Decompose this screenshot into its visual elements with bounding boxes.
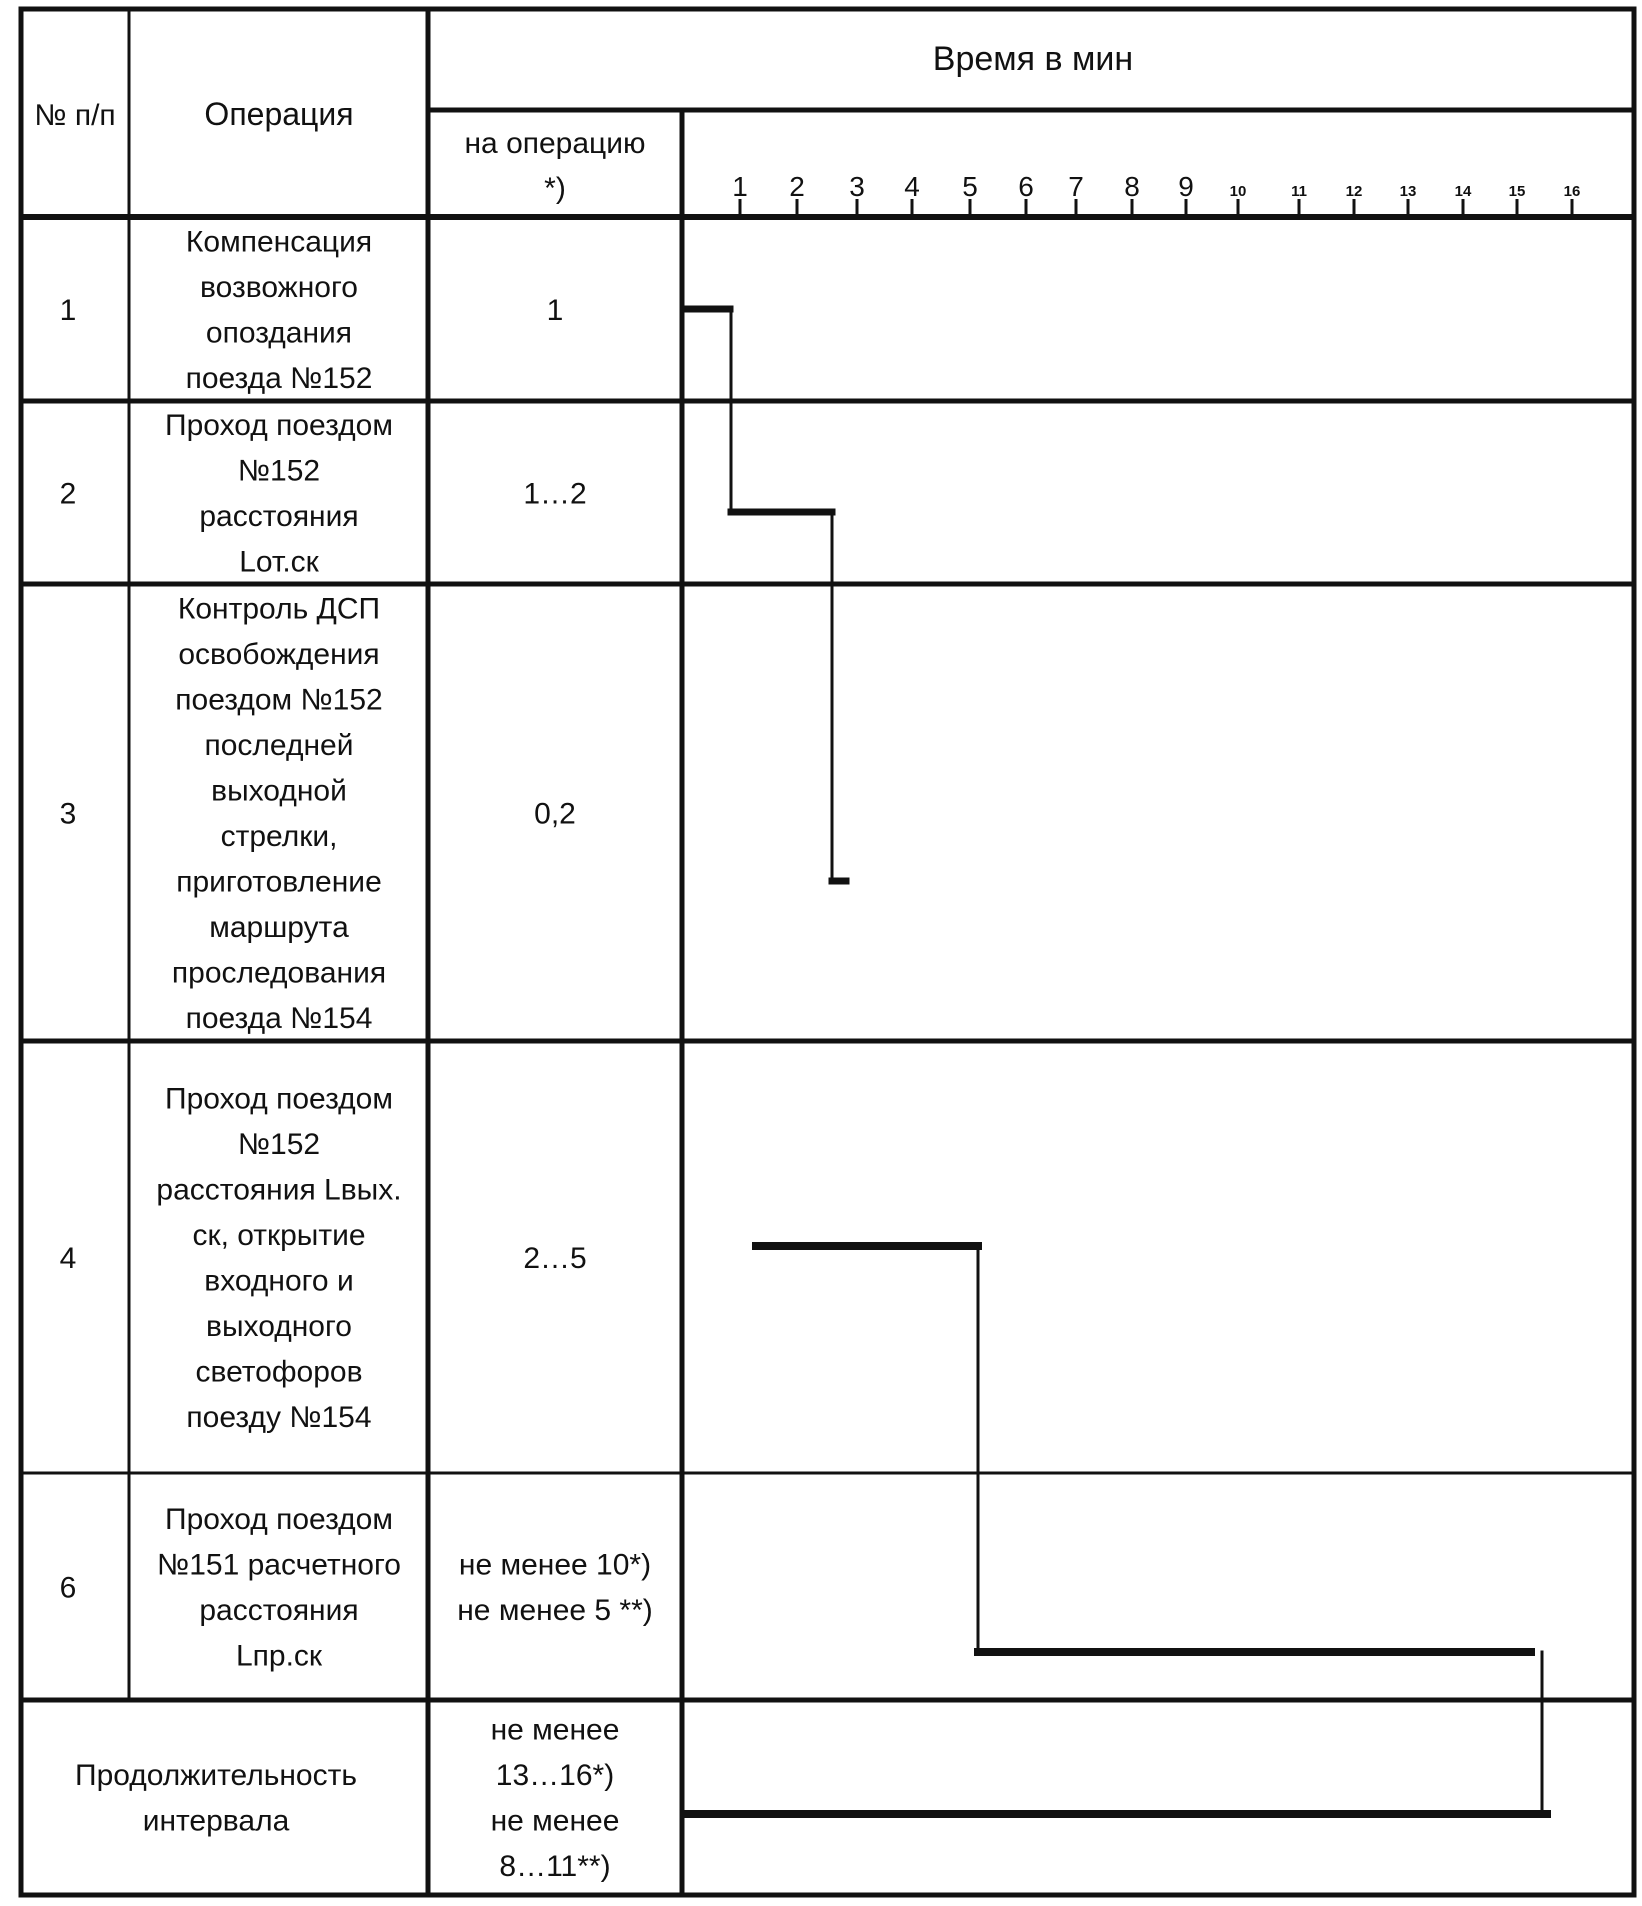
axis-tick-label: 11 (1291, 183, 1307, 200)
axis-tick-label: 2 (789, 171, 805, 202)
operation-text: Проход поездом (165, 1503, 393, 1537)
operation-text: Проход поездом (165, 409, 393, 443)
operation-text: поезду №154 (186, 1401, 372, 1435)
row-number: 4 (59, 1242, 77, 1275)
total-time: 8…11**) (499, 1850, 611, 1884)
total-time: не менее (490, 1713, 620, 1747)
operation-time: 2…5 (523, 1241, 587, 1275)
operation-text: возвожного (200, 271, 358, 305)
axis-tick-label: 8 (1124, 171, 1140, 202)
operation-time: 0,2 (534, 797, 576, 831)
operation-text: №151 расчетного (157, 1548, 401, 1582)
operation-text: ск, открытие (192, 1219, 366, 1253)
header-per-op-line2: *) (544, 172, 566, 205)
operation-text: расстояния Lвых. (156, 1173, 402, 1207)
axis-tick-label: 5 (962, 171, 978, 202)
operation-text: Lпр.ск (235, 1639, 323, 1673)
operation-time: 1 (546, 293, 564, 327)
operation-text: поезда №154 (185, 1002, 373, 1036)
axis-tick-label: 4 (904, 171, 920, 202)
operation-text: опоздания (205, 316, 353, 350)
axis-tick-label: 14 (1454, 183, 1472, 200)
axis-tick-label: 16 (1563, 183, 1581, 200)
axis-tick-label: 7 (1068, 171, 1084, 202)
operation-text: освобождения (178, 638, 380, 672)
operation-text: Контроль ДСП (177, 592, 381, 626)
operation-text: выходной (211, 774, 347, 808)
schedule-lines (684, 309, 1547, 1814)
total-time: не менее (490, 1804, 620, 1838)
total-label: Продолжительность (75, 1759, 357, 1793)
time-axis (732, 171, 1580, 214)
row-number: 3 (59, 797, 77, 831)
axis-tick-label: 10 (1229, 183, 1247, 200)
total-label: интервала (142, 1804, 290, 1838)
operation-text: стрелки, (220, 820, 338, 854)
operation-text: проследования (171, 956, 387, 990)
axis-tick-label: 9 (1178, 171, 1194, 202)
axis-tick-label: 6 (1018, 171, 1034, 202)
operation-text: №152 (237, 454, 321, 488)
operation-text: последней (204, 729, 354, 763)
table-rows (60, 226, 653, 1884)
header-num: № п/п (34, 99, 116, 132)
row-number: 1 (59, 294, 77, 327)
operation-time: не менее 5 **) (457, 1594, 653, 1628)
operation-text: выходного (206, 1310, 352, 1344)
operation-text: Проход поездом (165, 1082, 393, 1116)
axis-tick-label: 15 (1508, 183, 1526, 200)
header-per-op-line1: на операцию (464, 127, 646, 160)
operation-text: Lот.ск (239, 545, 319, 579)
operation-text: светофоров (195, 1355, 363, 1389)
operation-time: 1…2 (523, 477, 587, 511)
axis-tick-label: 1 (732, 171, 748, 202)
operation-text: расстояния (199, 500, 359, 534)
operation-time: не менее 10*) (458, 1548, 652, 1582)
row-number: 6 (59, 1571, 77, 1605)
header-operation: Операция (204, 96, 354, 132)
operation-text: №152 (237, 1128, 321, 1162)
axis-tick-label: 13 (1399, 183, 1417, 200)
operation-text: Компенсация (185, 225, 373, 259)
operation-text: маршрута (209, 911, 349, 945)
total-time: 13…16*) (495, 1759, 615, 1793)
operation-text: поездом №152 (175, 683, 383, 717)
operation-text: поезда №152 (185, 362, 373, 396)
operation-text: входного и (204, 1264, 354, 1298)
header-time: Время в мин (932, 40, 1134, 78)
axis-tick-label: 12 (1345, 183, 1363, 200)
axis-tick-label: 3 (849, 171, 865, 202)
operation-text: расстояния (199, 1594, 359, 1628)
row-number: 2 (59, 477, 77, 511)
operation-text: приготовление (176, 865, 382, 899)
